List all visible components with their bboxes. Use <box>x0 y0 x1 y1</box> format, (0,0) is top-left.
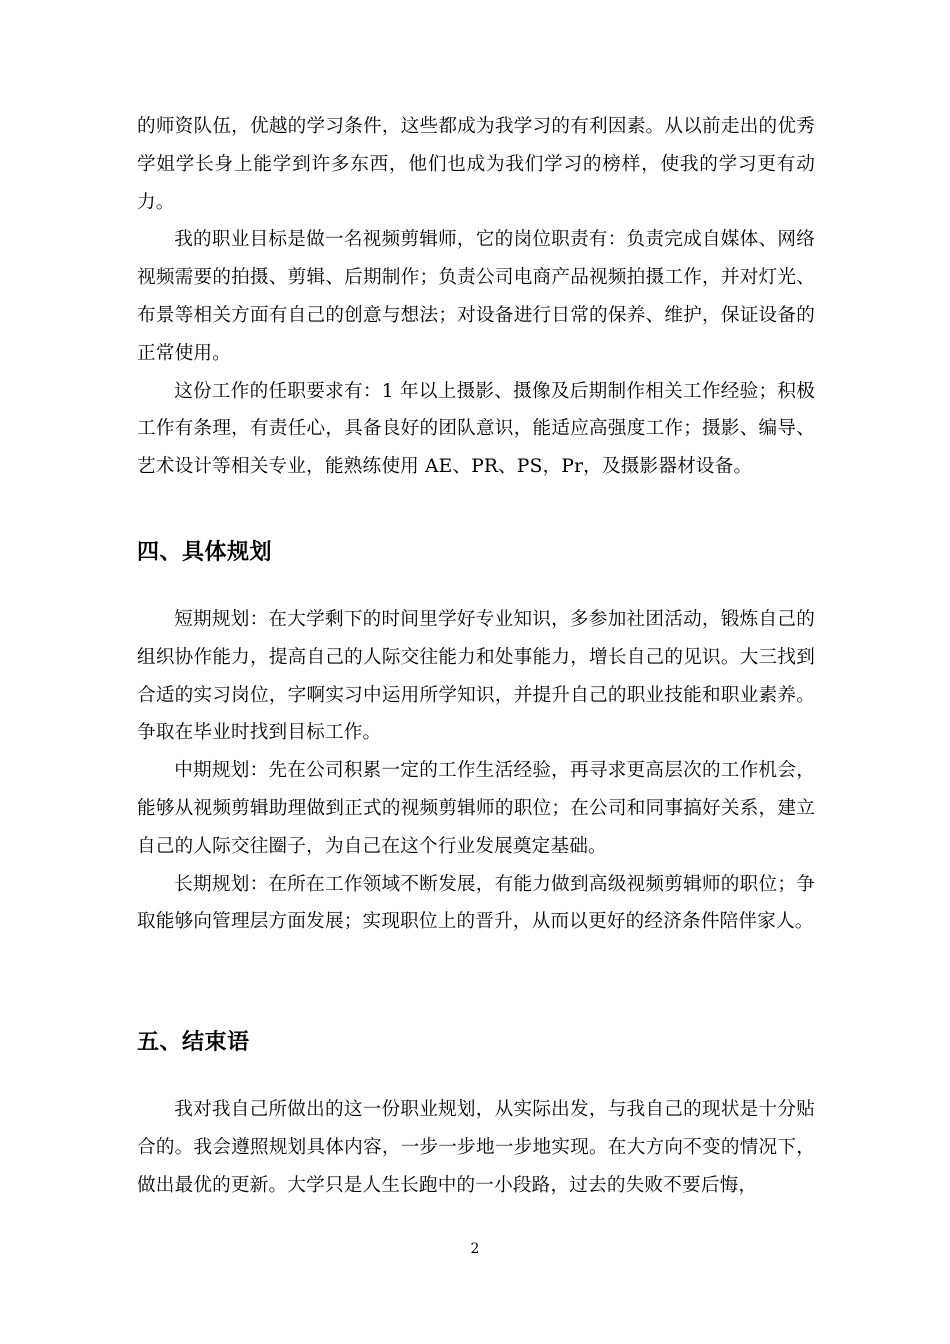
career-goal-paragraph: 我的职业目标是做一名视频剪辑师，它的岗位职责有：负责完成自媒体、网络视频需要的拍摄、剪辑、后期制作；负责公司电商产品视频拍摄工作，并对灯光、布景等相关方面有自己的创意与想法；对设备进行日常的保养、维护，保证设备的正常使用。 <box>137 229 815 364</box>
page-number: 2 <box>470 1241 480 1257</box>
long-term-plan-paragraph: 长期规划：在所在工作领域不断发展，有能力做到高级视频剪辑师的职位；争取能够向管理层方面发展；实现职位上的晋升，从而以更好的经济条件陪伴家人。 <box>137 873 815 933</box>
conclusion-text-block <box>137 1091 815 1204</box>
short-term-plan-paragraph: 短期规划：在大学剩下的时间里学好专业知识，多参加社团活动，锻炼自己的组织协作能力，提高自己的人际交往能力和处事能力，增长自己的见识。大三找到合适的实习岗位，字啊实习中运用所学知识，并提升自己的职业技能和职业素养。争取在毕业时找到目标工作。 <box>137 609 815 744</box>
intro-paragraph-continued: 的师资队伍，优越的学习条件，这些都成为我学习的有利因素。从以前走出的优秀学姐学长身上能学到许多东西，他们也成为我们学习的榜样，使我的学习更有动力。 <box>137 116 815 213</box>
conclusion-paragraph: 我对我自己所做出的这一份职业规划，从实际出发，与我自己的现状是十分贴合的。我会遵照规划具体内容，一步一步地一步地实现。在大方向不变的情况下，做出最优的更新。大学只是人生长跑中的一小段路，过去的失败不要后悔， <box>137 1099 815 1196</box>
intro-text-block <box>137 108 815 486</box>
section-heading-plan: 四、具体规划 <box>137 540 273 565</box>
plan-text-block <box>137 601 815 941</box>
mid-term-plan-paragraph: 中期规划：先在公司积累一定的工作生活经验，再寻求更高层次的工作机会，能够从视频剪辑助理做到正式的视频剪辑师的职位；在公司和同事搞好关系，建立自己的人际交往圈子，为自己在这个行业发展奠定基础。 <box>137 760 815 857</box>
job-requirements-paragraph: 这份工作的任职要求有：1 年以上摄影、摄像及后期制作相关工作经验；积极工作有条理，有责任心，具备良好的团队意识，能适应高强度工作；摄影、编导、艺术设计等相关专业，能熟练使用 AE、PR、PS，Pr，及摄影器材设备。 <box>137 380 815 478</box>
section-heading-conclusion: 五、结束语 <box>137 1030 250 1055</box>
